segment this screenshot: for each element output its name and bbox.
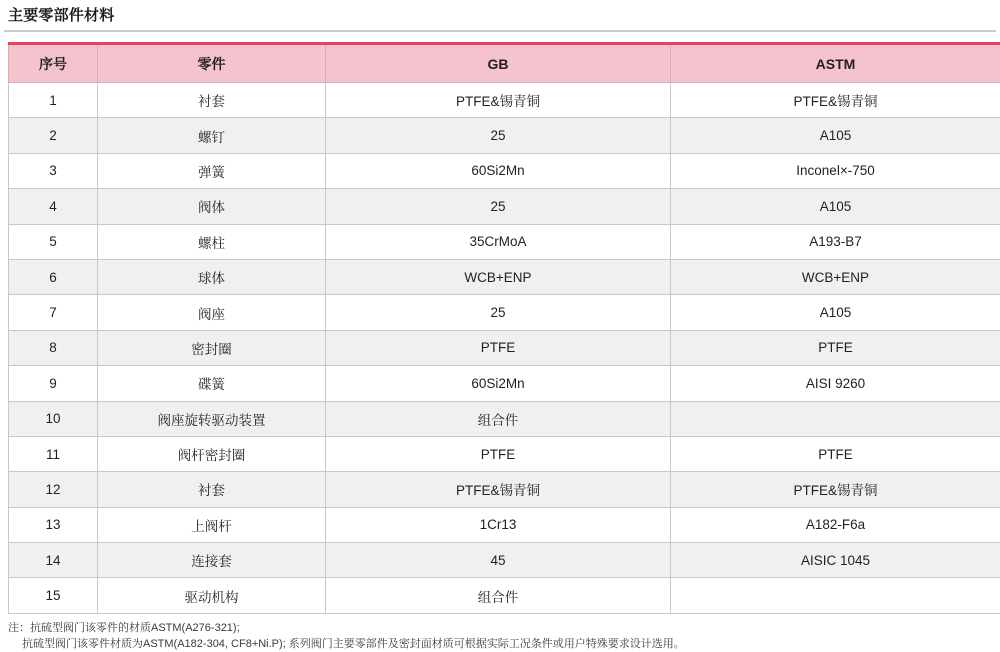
cell-part: 螺柱 bbox=[98, 224, 326, 259]
table-notes bbox=[8, 620, 996, 652]
cell-no: 1 bbox=[9, 83, 98, 118]
cell-part: 驱动机构 bbox=[98, 578, 326, 613]
table-row bbox=[9, 153, 1000, 188]
cell-gb: 1Cr13 bbox=[326, 507, 671, 542]
cell-part: 衬套 bbox=[98, 472, 326, 507]
cell-astm: A105 bbox=[671, 295, 1000, 330]
cell-part: 衬套 bbox=[98, 83, 326, 118]
table-row bbox=[9, 366, 1000, 401]
table-row bbox=[9, 189, 1000, 224]
page-title: 主要零部件材料 bbox=[4, 0, 996, 30]
cell-astm: Inconel×-750 bbox=[671, 153, 1000, 188]
table-row bbox=[9, 224, 1000, 259]
cell-astm: A105 bbox=[671, 189, 1000, 224]
table-row bbox=[9, 472, 1000, 507]
cell-no: 12 bbox=[9, 472, 98, 507]
cell-no: 10 bbox=[9, 401, 98, 436]
cell-astm: PTFE&锡青铜 bbox=[671, 472, 1000, 507]
cell-gb: 60Si2Mn bbox=[326, 153, 671, 188]
cell-gb: 25 bbox=[326, 118, 671, 153]
cell-no: 4 bbox=[9, 189, 98, 224]
cell-no: 9 bbox=[9, 366, 98, 401]
cell-no: 6 bbox=[9, 259, 98, 294]
cell-part: 弹簧 bbox=[98, 153, 326, 188]
cell-astm: PTFE bbox=[671, 436, 1000, 471]
cell-gb: PTFE bbox=[326, 436, 671, 471]
cell-astm: PTFE&锡青铜 bbox=[671, 83, 1000, 118]
table-row bbox=[9, 543, 1000, 578]
table-header bbox=[9, 44, 1000, 83]
note-line-1: 注：抗硫型阀门该零件的材质ASTM(A276-321); bbox=[8, 620, 996, 636]
column-header-gb: GB bbox=[326, 44, 671, 83]
table-row bbox=[9, 401, 1000, 436]
cell-astm: A193-B7 bbox=[671, 224, 1000, 259]
table-row bbox=[9, 436, 1000, 471]
main-components-material-table bbox=[8, 42, 1000, 614]
table-header-row bbox=[9, 44, 1000, 83]
cell-no: 8 bbox=[9, 330, 98, 365]
cell-gb: 45 bbox=[326, 543, 671, 578]
cell-astm bbox=[671, 401, 1000, 436]
column-header-part: 零件 bbox=[98, 44, 326, 83]
cell-part: 阀座 bbox=[98, 295, 326, 330]
table-row bbox=[9, 507, 1000, 542]
cell-gb: 组合件 bbox=[326, 578, 671, 613]
cell-part: 上阀杆 bbox=[98, 507, 326, 542]
cell-astm: PTFE bbox=[671, 330, 1000, 365]
table-row bbox=[9, 83, 1000, 118]
cell-part: 阀杆密封圈 bbox=[98, 436, 326, 471]
cell-no: 7 bbox=[9, 295, 98, 330]
cell-part: 连接套 bbox=[98, 543, 326, 578]
cell-astm bbox=[671, 578, 1000, 613]
cell-gb: 25 bbox=[326, 189, 671, 224]
table-body bbox=[9, 83, 1000, 614]
cell-part: 球体 bbox=[98, 259, 326, 294]
column-header-no: 序号 bbox=[9, 44, 98, 83]
cell-gb: WCB+ENP bbox=[326, 259, 671, 294]
table-row bbox=[9, 259, 1000, 294]
cell-no: 3 bbox=[9, 153, 98, 188]
cell-part: 阀座旋转驱动装置 bbox=[98, 401, 326, 436]
cell-no: 14 bbox=[9, 543, 98, 578]
cell-no: 5 bbox=[9, 224, 98, 259]
column-header-astm: ASTM bbox=[671, 44, 1000, 83]
cell-astm: A182-F6a bbox=[671, 507, 1000, 542]
cell-gb: 35CrMoA bbox=[326, 224, 671, 259]
table-row bbox=[9, 295, 1000, 330]
cell-gb: PTFE&锡青铜 bbox=[326, 83, 671, 118]
cell-gb: PTFE&锡青铜 bbox=[326, 472, 671, 507]
cell-no: 11 bbox=[9, 436, 98, 471]
cell-gb: 25 bbox=[326, 295, 671, 330]
cell-astm: AISI 9260 bbox=[671, 366, 1000, 401]
cell-part: 碟簧 bbox=[98, 366, 326, 401]
cell-gb: 组合件 bbox=[326, 401, 671, 436]
cell-part: 螺钉 bbox=[98, 118, 326, 153]
cell-part: 阀体 bbox=[98, 189, 326, 224]
table-row bbox=[9, 330, 1000, 365]
cell-gb: 60Si2Mn bbox=[326, 366, 671, 401]
cell-no: 13 bbox=[9, 507, 98, 542]
table-row bbox=[9, 578, 1000, 613]
cell-part: 密封圈 bbox=[98, 330, 326, 365]
note-line-2: 抗硫型阀门该零件材质为ASTM(A182-304, CF8+Ni.P); 系列阀门主要零部件及密封面材质可根据实际工况条件或用户特殊要求设计选用。 bbox=[8, 636, 996, 652]
cell-astm: AISIC 1045 bbox=[671, 543, 1000, 578]
cell-astm: A105 bbox=[671, 118, 1000, 153]
table-row bbox=[9, 118, 1000, 153]
cell-gb: PTFE bbox=[326, 330, 671, 365]
cell-no: 15 bbox=[9, 578, 98, 613]
cell-astm: WCB+ENP bbox=[671, 259, 1000, 294]
title-divider bbox=[4, 30, 996, 32]
cell-no: 2 bbox=[9, 118, 98, 153]
